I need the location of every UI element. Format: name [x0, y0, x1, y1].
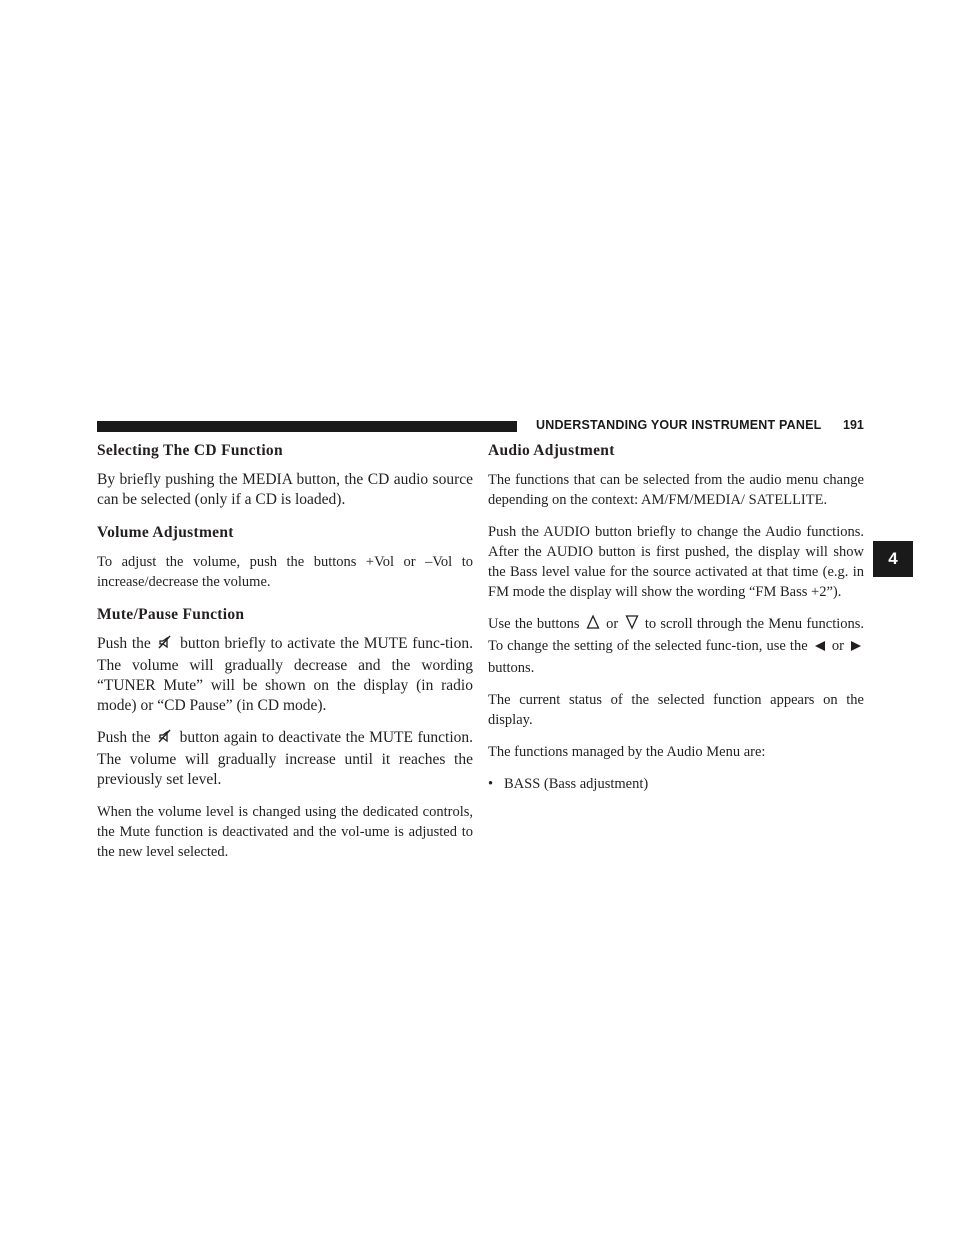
mute-heading: Mute/Pause Function — [97, 606, 245, 623]
cd-heading: Selecting The CD Function — [97, 442, 283, 459]
volume-paragraph: To adjust the volume, push the buttons +Vol or –Vol to increase/decrease the volume. — [97, 554, 473, 590]
bullet-symbol: • — [488, 776, 494, 792]
volume-heading: Volume Adjustment — [97, 524, 234, 541]
audio-paragraph-2: Push the AUDIO button briefly to change the Audio functions. After the AUDIO button is first pushed, the display will show the Bass level value for the source activated at that time (e.g. in FM mode the display will show the wording “FM Bass +2”). — [488, 524, 864, 600]
audio-paragraph-5: The functions managed by the Audio Menu are: — [488, 744, 766, 760]
mute-p2-rest: button again to deactivate the MUTE function. The volume will gradually increase until it reaches the previously set level. — [97, 729, 474, 788]
mute-paragraph-1 — [97, 634, 473, 716]
bullet-text: BASS (Bass adjustment) — [504, 776, 649, 792]
audio-heading: Audio Adjustment — [488, 442, 615, 459]
audio-p3-or-2: or — [831, 638, 844, 654]
mute-paragraph-2 — [97, 728, 473, 790]
audio-paragraph-1: The functions that can be selected from the audio menu change depending on the context: AM/FM/MEDIA/ SATELLITE. — [488, 472, 864, 508]
page-number: 191 — [843, 418, 864, 432]
mute-icon — [157, 728, 173, 750]
audio-p3-end: buttons. — [488, 660, 535, 676]
cd-paragraph: By briefly pushing the MEDIA button, the CD audio source can be selected (only if a CD is loaded). — [97, 471, 473, 508]
mute-icon — [157, 634, 173, 656]
mute-p1-rest: button briefly to activate the MUTE func-tion. The volume will gradually decrease and the wording “TUNER Mute” will be shown on the display (in radio mode) or “CD Pause” (in CD mode). — [97, 635, 473, 714]
audio-paragraph-3 — [488, 614, 864, 678]
audio-p3-middle: to scroll through the Menu functions. To change the setting of the selected func-tion, use the — [488, 616, 865, 654]
left-arrow-icon — [814, 638, 826, 658]
header-rule — [97, 421, 517, 432]
left-column — [97, 441, 473, 862]
audio-paragraph-4: The current status of the selected function appears on the display. — [488, 692, 864, 728]
audio-p3-lead: Use the buttons — [488, 616, 580, 632]
section-title: UNDERSTANDING YOUR INSTRUMENT PANEL — [536, 418, 822, 432]
list-item — [488, 774, 864, 794]
mute-paragraph-3: When the volume level is changed using the dedicated controls, the Mute function is deactivated and the vol-ume is adjusted to the new level selected. — [97, 804, 473, 860]
mute-p2-lead: Push the — [97, 729, 151, 746]
down-triangle-icon — [625, 614, 639, 636]
right-column — [488, 441, 864, 794]
mute-p1-lead: Push the — [97, 635, 151, 652]
up-triangle-icon — [586, 614, 600, 636]
chapter-tab: 4 — [873, 541, 913, 577]
audio-p3-or-1: or — [606, 616, 619, 632]
right-arrow-icon — [850, 638, 862, 658]
